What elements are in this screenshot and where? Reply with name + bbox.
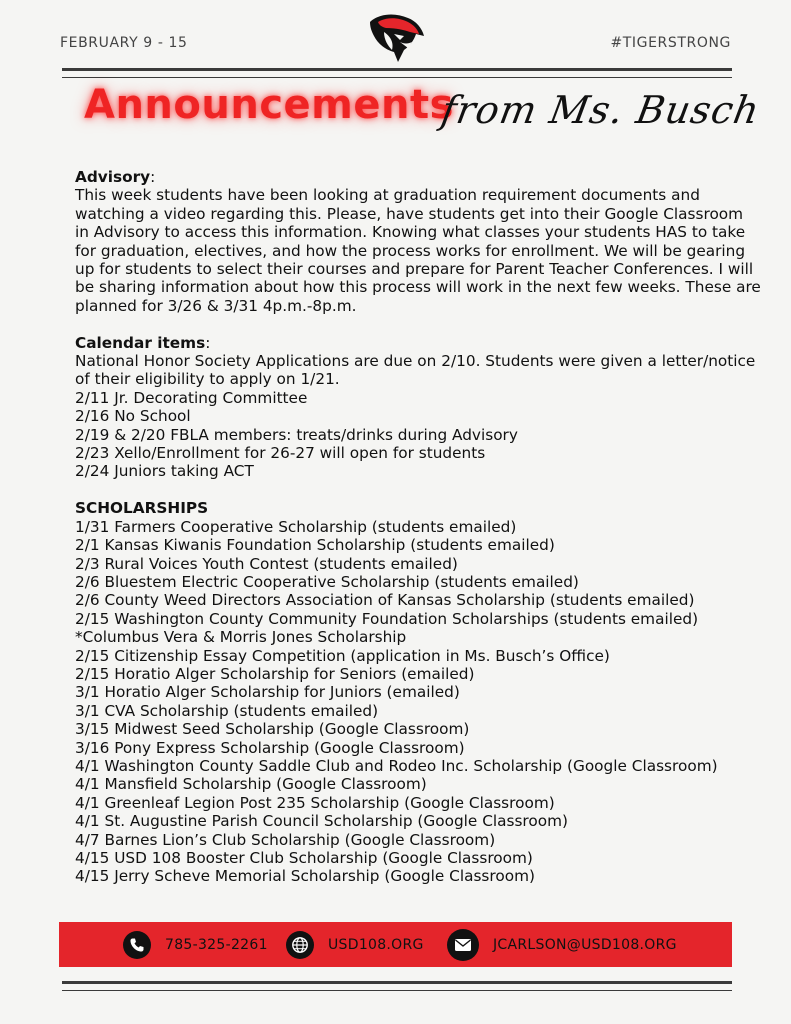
scholarship-item: 3/1 CVA Scholarship (students emailed) <box>75 701 379 720</box>
tiger-head-logo <box>364 10 428 64</box>
advisory-heading: Advisory: <box>75 168 156 186</box>
scholarships-heading: SCHOLARSHIPS <box>75 499 209 518</box>
globe-icon <box>286 931 314 959</box>
phone-contact[interactable] <box>123 931 268 959</box>
advisory-line: This week students have been looking at graduation requirement documents and <box>75 186 700 205</box>
advisory-line: watching a video regarding this. Please, have students get into their Google Classroom <box>75 204 744 223</box>
scholarship-item: 4/15 Jerry Scheve Memorial Scholarship (Google Classroom) <box>75 867 535 886</box>
announcement-body <box>75 168 765 886</box>
contact-bar <box>59 922 732 967</box>
scholarship-item: 2/6 County Weed Directors Association of Kansas Scholarship (students emailed) <box>75 591 695 610</box>
website-contact[interactable] <box>286 931 424 959</box>
scholarship-item: 4/7 Barnes Lion’s Club Scholarship (Google Classroom) <box>75 830 496 849</box>
envelope-icon <box>447 929 479 961</box>
scholarship-item: 4/1 Greenleaf Legion Post 235 Scholarship (Google Classroom) <box>75 793 555 812</box>
calendar-heading: Calendar items: <box>75 333 211 352</box>
phone-icon <box>123 931 151 959</box>
calendar-line: 2/23 Xello/Enrollment for 26-27 will open for students <box>75 444 486 463</box>
calendar-line: 2/24 Juniors taking ACT <box>75 462 254 481</box>
top-divider <box>62 68 732 78</box>
date-range: FEBRUARY 9 - 15 <box>60 35 188 51</box>
advisory-line: up for students to select their courses and prepare for Parent Teacher Conferences. I will <box>75 260 754 279</box>
page-title: Announcements <box>84 82 454 128</box>
scholarship-item: 2/1 Kansas Kiwanis Foundation Scholarship (students emailed) <box>75 536 555 555</box>
scholarship-item: 4/1 Mansfield Scholarship (Google Classroom) <box>75 775 427 794</box>
calendar-line: of their eligibility to apply on 1/21. <box>75 370 340 389</box>
scholarship-item: 2/15 Horatio Alger Scholarship for Seniors (emailed) <box>75 664 475 683</box>
calendar-heading-label: Calendar items <box>75 333 206 352</box>
email-contact[interactable] <box>447 931 677 959</box>
advisory-line: planned for 3/26 & 3/31 4p.m.-8p.m. <box>75 296 357 315</box>
scholarship-item: *Columbus Vera & Morris Jones Scholarship <box>75 628 407 647</box>
advisory-line: in Advisory to access this information. Knowing what classes your students HAS to take <box>75 223 746 242</box>
advisory-line: be sharing information about how this process will work in the next few weeks. These are <box>75 278 761 297</box>
calendar-line: 2/11 Jr. Decorating Committee <box>75 388 308 407</box>
scholarship-item: 3/16 Pony Express Scholarship (Google Classroom) <box>75 738 465 757</box>
calendar-line: National Honor Society Applications are due on 2/10. Students were given a letter/notice <box>75 352 756 371</box>
scholarship-item: 2/6 Bluestem Electric Cooperative Scholarship (students emailed) <box>75 572 579 591</box>
calendar-line: 2/19 & 2/20 FBLA members: treats/drinks during Advisory <box>75 425 518 444</box>
phone-number: 785-325-2261 <box>165 937 268 953</box>
bottom-divider <box>62 981 732 991</box>
scholarship-item: 1/31 Farmers Cooperative Scholarship (students emailed) <box>75 517 517 536</box>
scholarship-item: 2/15 Citizenship Essay Competition (application in Ms. Busch’s Office) <box>75 646 610 665</box>
scholarship-item: 3/1 Horatio Alger Scholarship for Juniors (emailed) <box>75 683 460 702</box>
hashtag: #TIGERSTRONG <box>610 35 731 51</box>
scholarship-item: 4/15 USD 108 Booster Club Scholarship (Google Classroom) <box>75 849 533 867</box>
scholarship-item: 4/1 Washington County Saddle Club and Rodeo Inc. Scholarship (Google Classroom) <box>75 756 718 775</box>
advisory-heading-label: Advisory <box>75 168 151 186</box>
calendar-line: 2/16 No School <box>75 407 191 426</box>
website-url: USD108.ORG <box>328 937 424 953</box>
page-subtitle: from Ms. Busch <box>438 88 764 132</box>
scholarship-item: 2/15 Washington County Community Foundation Scholarships (students emailed) <box>75 609 699 628</box>
scholarship-item: 2/3 Rural Voices Youth Contest (students emailed) <box>75 554 458 573</box>
scholarship-item: 4/1 St. Augustine Parish Council Scholarship (Google Classroom) <box>75 812 568 831</box>
scholarship-item: 3/15 Midwest Seed Scholarship (Google Classroom) <box>75 720 470 739</box>
advisory-line: for graduation, electives, and how the process works for enrollment. We will be gearing <box>75 241 746 260</box>
email-address: JCARLSON@USD108.ORG <box>493 937 677 953</box>
